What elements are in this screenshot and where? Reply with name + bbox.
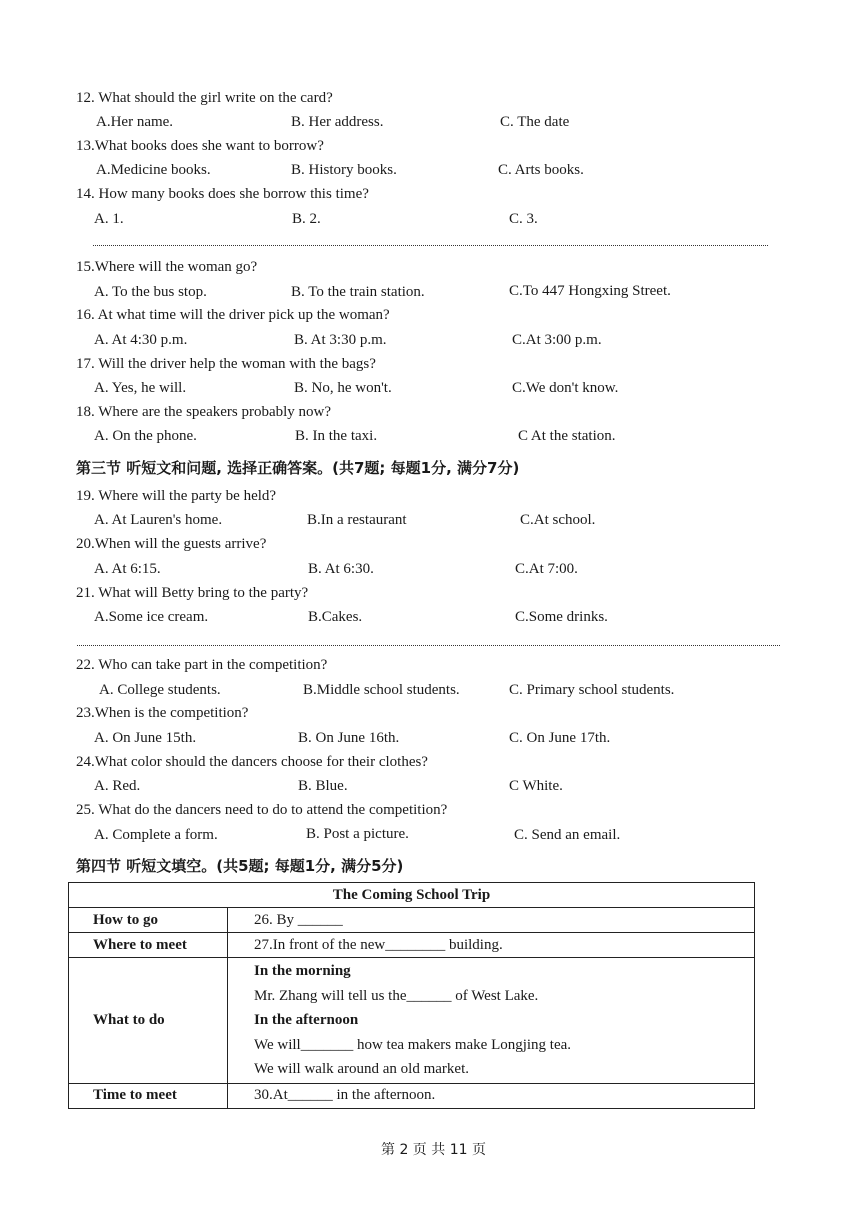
option-c: C.We don't know. [512,380,619,396]
option-c: C.Some drinks. [515,609,608,625]
option-b: B. At 3:30 p.m. [294,332,387,348]
question-text: 20.When will the guests arrive? [76,536,267,552]
question-text: 22. Who can take part in the competition? [76,657,328,673]
option-a: A.Some ice cream. [94,609,209,625]
option-c: C. Arts books. [498,162,584,178]
question-text: 15.Where will the woman go? [76,259,258,275]
question-text: 17. Will the driver help the woman with the bags? [76,356,376,372]
question-text: 21. What will Betty bring to the party? [76,585,309,601]
option-c: C.At 3:00 p.m. [512,332,602,348]
option-b: B. History books. [291,162,397,178]
option-c: C. Send an email. [514,827,621,843]
option-a: A. At 6:15. [94,561,161,577]
what-to-do-value [228,958,755,1084]
how-to-go-label: How to go [69,908,228,933]
time-to-meet-value: 30.At______ in the afternoon. [228,1083,755,1108]
option-b: B.Cakes. [308,609,363,625]
question-text: 19. Where will the party be held? [76,488,277,504]
question-text: 18. Where are the speakers probably now? [76,404,332,420]
option-c: C. On June 17th. [509,730,611,746]
option-c: C. 3. [509,211,538,227]
page-footer: 第 2 页 共 11 页 [381,1142,486,1158]
option-b: B. Blue. [298,778,348,794]
section-4-heading: 第四节 听短文填空。(共5题; 每题1分, 满分5分) [76,857,404,875]
option-a: A.Medicine books. [96,162,211,178]
option-a: A. College students. [99,682,221,698]
option-b: B.Middle school students. [303,682,460,698]
table-title: The Coming School Trip [69,883,755,908]
option-a: A. At Lauren's home. [94,512,223,528]
option-a: A. On June 15th. [94,730,197,746]
option-a: A. Complete a form. [94,827,218,843]
option-c: C At the station. [518,428,616,444]
what-to-do-label: What to do [69,958,228,1084]
option-a: A. 1. [94,211,124,227]
option-b: B. 2. [292,211,321,227]
option-c: C.At school. [520,512,596,528]
afternoon-text-2: We will walk around an old market. [254,1061,469,1077]
morning-heading: In the morning [254,963,351,979]
question-text: 12. What should the girl write on the card? [76,90,333,106]
option-a: A. At 4:30 p.m. [94,332,188,348]
option-b: B. Post a picture. [306,826,409,842]
afternoon-heading: In the afternoon [254,1012,359,1028]
where-to-meet-label: Where to meet [69,933,228,958]
afternoon-text-1: We will_______ how tea makers make Longjing tea. [254,1036,572,1053]
option-b: B. Her address. [291,114,384,130]
option-b: B. In the taxi. [295,428,378,444]
option-a: A. Red. [94,778,141,794]
option-a: A. Yes, he will. [94,380,187,396]
morning-text: Mr. Zhang will tell us the______ of West Lake. [254,987,539,1004]
school-trip-table [68,882,755,1109]
option-a: A. To the bus stop. [94,284,207,300]
how-to-go-value: 26. By ______ [228,908,755,933]
option-c: C.To 447 Hongxing Street. [509,283,671,299]
question-text: 13.What books does she want to borrow? [76,138,324,154]
section-3-heading: 第三节 听短文和问题, 选择正确答案。(共7题; 每题1分, 满分7分) [76,459,520,477]
dotted-divider [93,245,768,246]
where-to-meet-value: 27.In front of the new________ building. [228,933,755,958]
option-a: A. On the phone. [94,428,197,444]
option-b: B. At 6:30. [308,561,374,577]
option-b: B. No, he won't. [294,380,392,396]
question-text: 25. What do the dancers need to do to attend the competition? [76,802,448,818]
option-c: C. The date [500,114,570,130]
option-c: C White. [509,778,563,794]
dotted-divider [77,645,780,646]
option-a: A.Her name. [96,114,174,130]
time-to-meet-label: Time to meet [69,1083,228,1108]
option-c: C.At 7:00. [515,561,578,577]
question-text: 24.What color should the dancers choose for their clothes? [76,754,428,770]
option-b: B. To the train station. [291,284,425,300]
option-b: B. On June 16th. [298,730,400,746]
question-text: 14. How many books does she borrow this time? [76,186,369,202]
question-text: 23.When is the competition? [76,705,249,721]
option-c: C. Primary school students. [509,682,675,698]
question-text: 16. At what time will the driver pick up the woman? [76,307,390,323]
option-b: B.In a restaurant [307,512,407,528]
